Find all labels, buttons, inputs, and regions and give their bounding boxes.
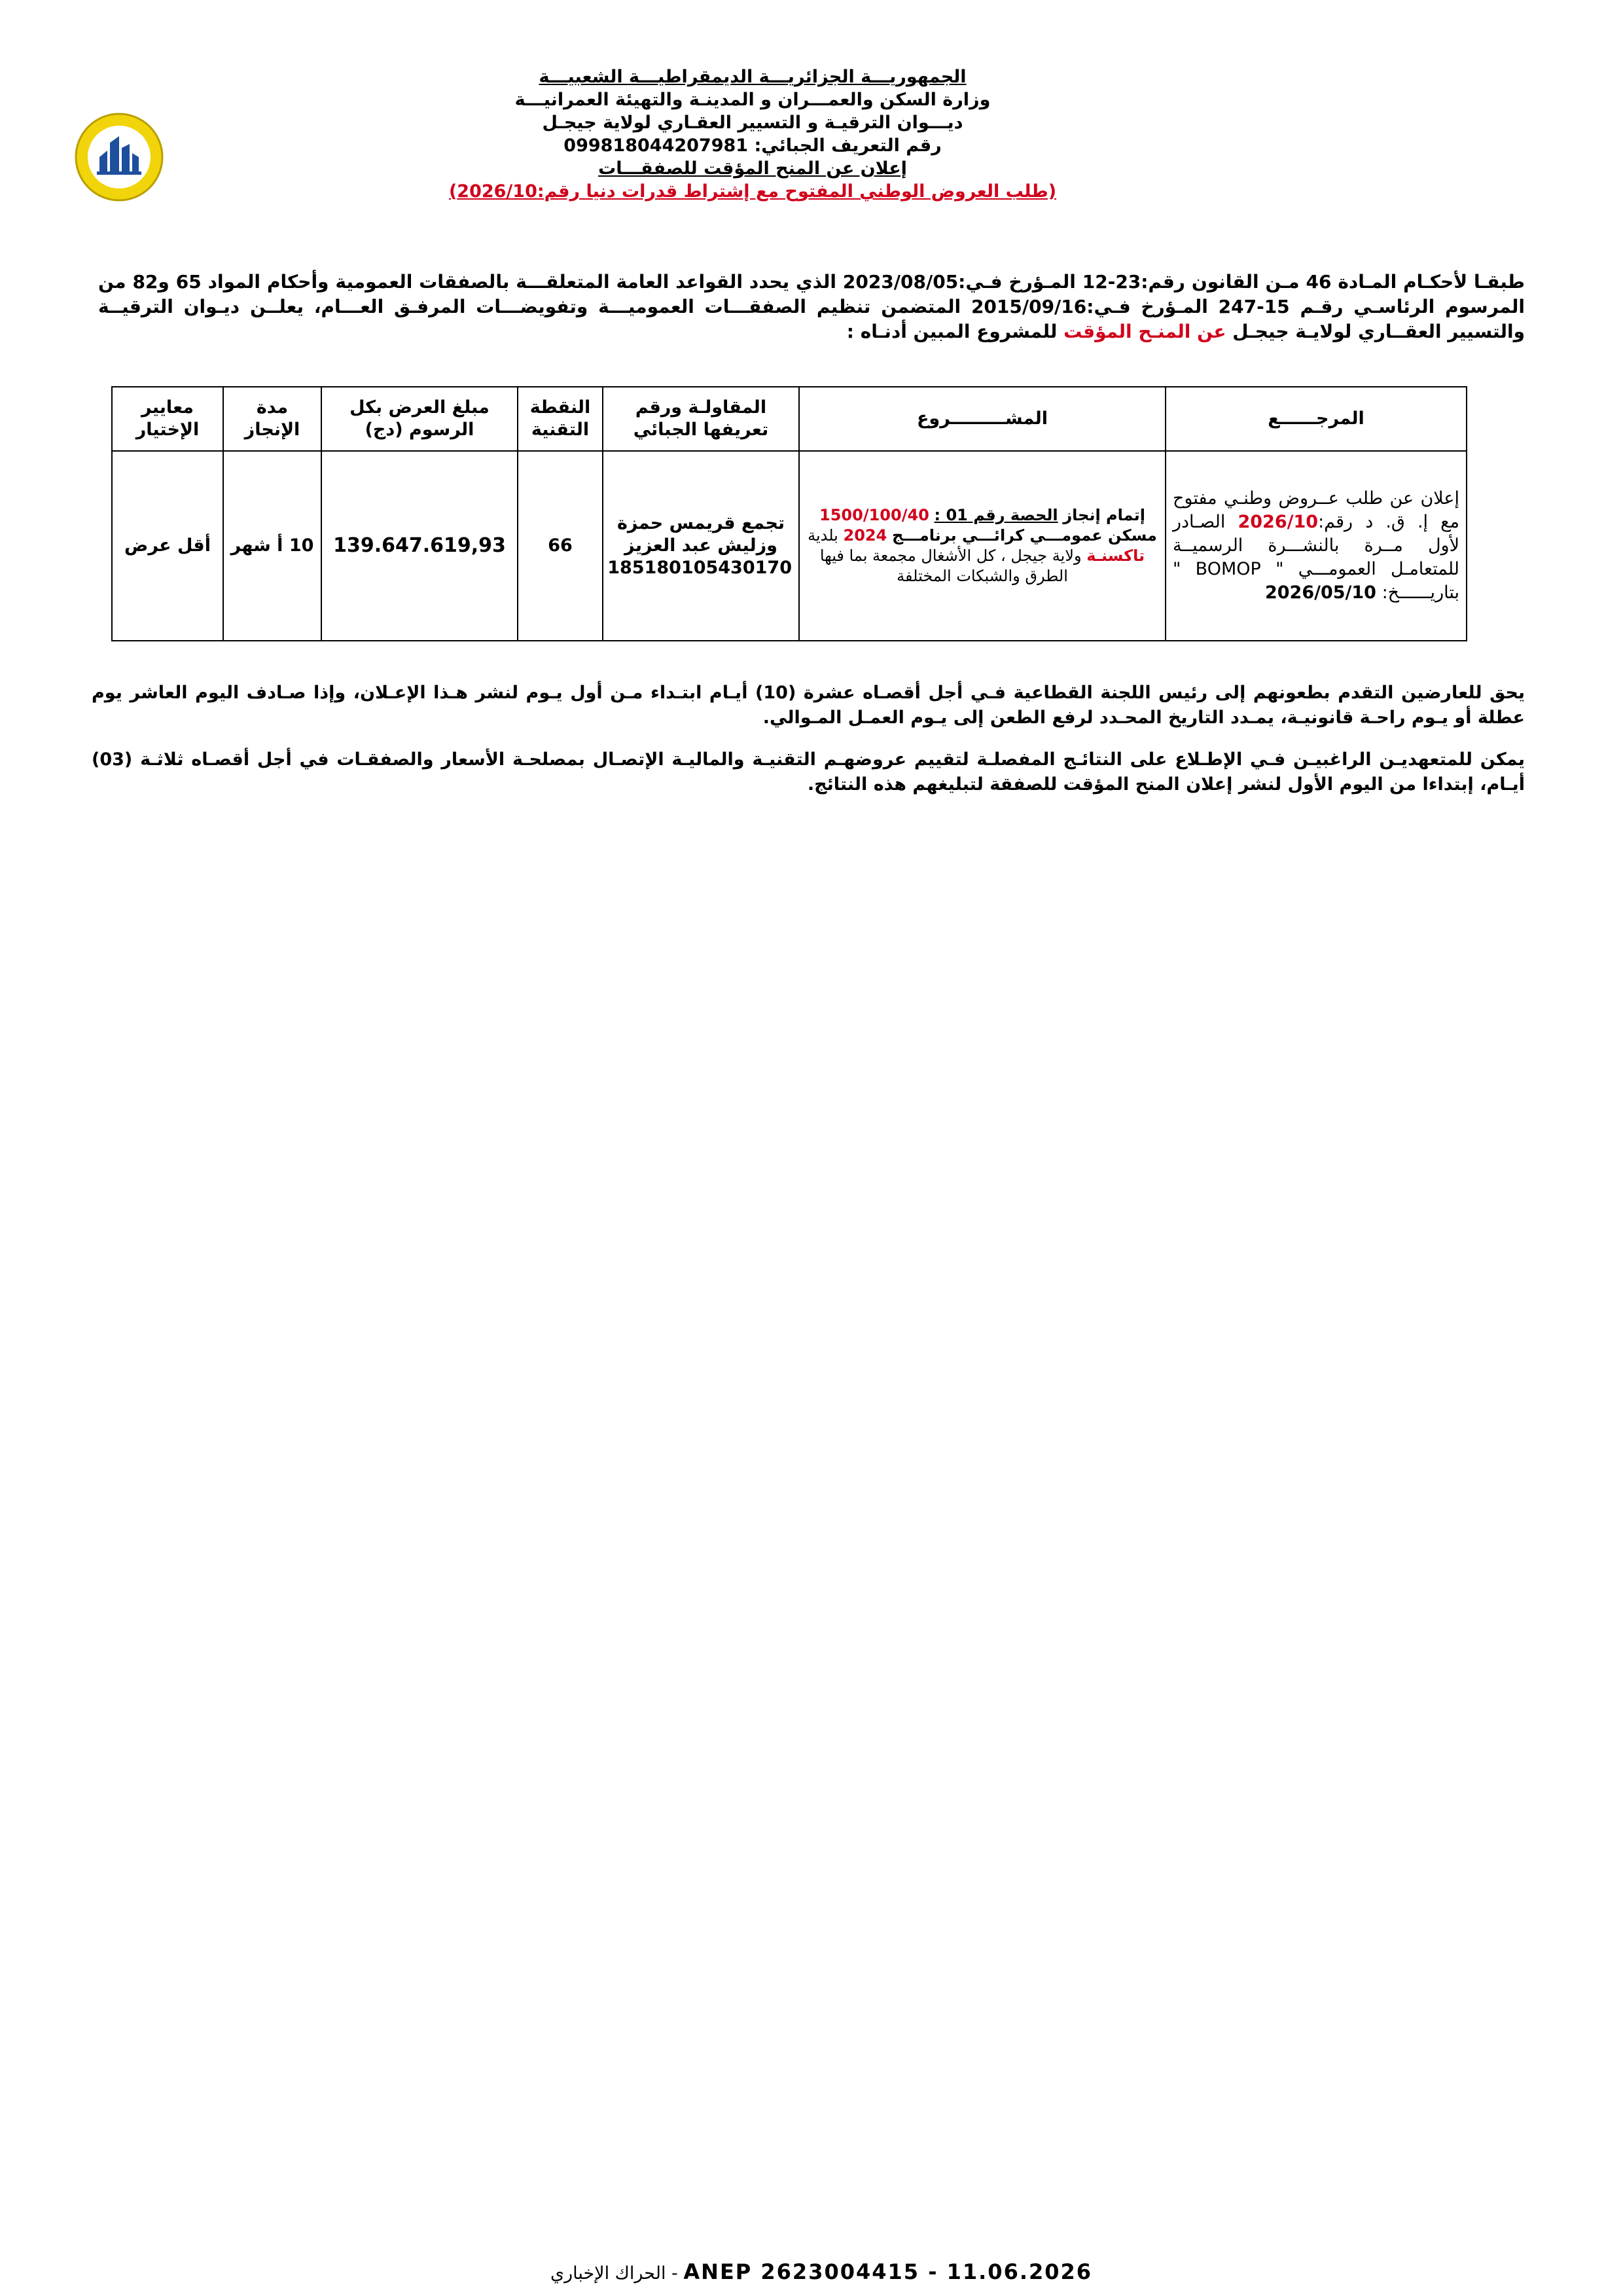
intro-paragraph (98, 270, 1525, 344)
project-lead: إتمام إنجاز (1063, 506, 1145, 524)
footer (510, 2259, 1132, 2284)
project-commune: تاكسنـة (1086, 547, 1145, 565)
office-title: ديـــوان الترقيـة و التسيير العقـاري لولاية جيجـل (542, 113, 963, 133)
project-year: 2024 (843, 526, 887, 545)
header-duration: مدة الإنجاز (223, 387, 321, 451)
cell-contractor (603, 451, 799, 641)
intro-text: طبقـا لأحكـام المـادة 46 مـن القانون رقم:23-12 المـؤرخ فـي:2023/08/05 الذي يحدد القواعد العامة المتعلقـــة بالصفقات العمومية وأحكام المواد 65 و82 من المرسوم الرئاسـي رقـم 15-247 المـؤرخ فـي:2015/09/16 المتضمن تنظيم الصفقـــات العموميـــة وتفويضـــات المرفـق العـــام، يعلــن ديـوان الترقيــة والتسيير العقــاري لولايـة جيجـل (98, 271, 1525, 342)
contractor-name: تجمع قريمس حمزة وزليش عبد العزيز (616, 513, 785, 556)
header-reference: المرجــــــع (1166, 387, 1467, 451)
header-contractor: المقاولـة ورقم تعريفها الجبائي (603, 387, 799, 451)
header-tech-score: النقطة التقنية (518, 387, 603, 451)
reference-text: إعلان عن طلب عــروض وطنـي مفتوح مع إ. ق. د رقم: (1173, 488, 1459, 532)
tax-id: رقم التعريف الجبائي: 099818044207981 (563, 135, 942, 156)
footer-code: ANEP 2623004415 - 11.06.2026 (683, 2259, 1093, 2284)
ministry-title: وزارة السكن والعمـــران و المدينـة والتهيئة العمرانيـــة (514, 90, 991, 110)
republic-title: الجمهوريـــة الجزائريـــة الديمقراطيـــة الشعبيـــة (539, 67, 967, 87)
header-offer-amount: مبلغ العرض بكل الرسوم (دج) (321, 387, 518, 451)
intro-tail: للمشروع المبين أدنـاه : (846, 321, 1058, 342)
tender-title: (طلب العروض الوطني المفتوح مع إشتراط قدرات دنيا رقم:2026/10) (448, 181, 1057, 202)
project-units: 1500/100/40 (819, 506, 929, 524)
document-header (327, 65, 1178, 203)
cell-duration: 10 أ شهر (223, 451, 321, 641)
contractor-tax-id: 185180105430170 (607, 558, 792, 578)
table-header-row (112, 387, 1467, 451)
intro-highlight: عن المنـح المؤقت (1063, 321, 1226, 342)
cell-project (799, 451, 1166, 641)
project-text-1: مسكن عمومـــي كرائـــي برنامـــج (891, 526, 1157, 545)
reference-date: 2026/05/10 (1264, 583, 1376, 603)
header-project: المشـــــــــروع (799, 387, 1166, 451)
cell-tech-score: 66 (518, 451, 603, 641)
reference-number: 2026/10 (1238, 512, 1319, 532)
cell-reference (1166, 451, 1467, 641)
project-text-2: بلدية (808, 526, 838, 545)
cell-offer-amount: 139.647.619,93 (321, 451, 518, 641)
office-logo (73, 111, 165, 203)
project-lot: الحصة رقم 01 : (934, 506, 1058, 524)
results-note: يمكن للمتعهديـن الراغبيـن فـي الإطـلاع على النتائـج المفصلـة لتقييم عروضهـم التقنيـة والماليـة الإتصـال بمصلحـة الأسعار والصفقـات في أجل أقصـاه ثلاثـة (03) أيـام، إبتداءا من اليوم الأول لنشر إعلان المنح المؤقت للصفقة لتبليغهم هذه النتائج. (92, 749, 1525, 795)
award-table (111, 386, 1467, 641)
appeal-note: يحق للعارضين التقدم بطعونهم إلى رئيس اللجنة القطاعية فـي أجل أقصـاه عشرة (10) أيـام ابتـداء مـن أول يـوم لنشر هـذا الإعـلان، وإذا صـادف اليوم العاشر يوم عطلة أو يـوم راحـة قانونيـة، يمـدد التاريخ المحـدد لرفع الطعن إلى يـوم العمـل المـوالي. (92, 683, 1525, 728)
table-row (112, 451, 1467, 641)
reference-text-2: الصـادر لأول مــرة بالنشـــرة الرسميــة للمتعامـل العمومـــي " BOMOP " بتاريــــــخ: (1173, 512, 1459, 603)
project-text-3: ولاية جيجل ، كل الأشغال مجمعة بما فيها الطرق والشبكات المختلفة (819, 547, 1082, 585)
footer-newspaper: الحراك الإخباري - (550, 2263, 684, 2284)
header-criteria: معايير الإختيار (112, 387, 223, 451)
cell-criteria: أقل عرض (112, 451, 223, 641)
announcement-title: إعلان عن المنح المؤقت للصفقـــات (598, 158, 907, 179)
